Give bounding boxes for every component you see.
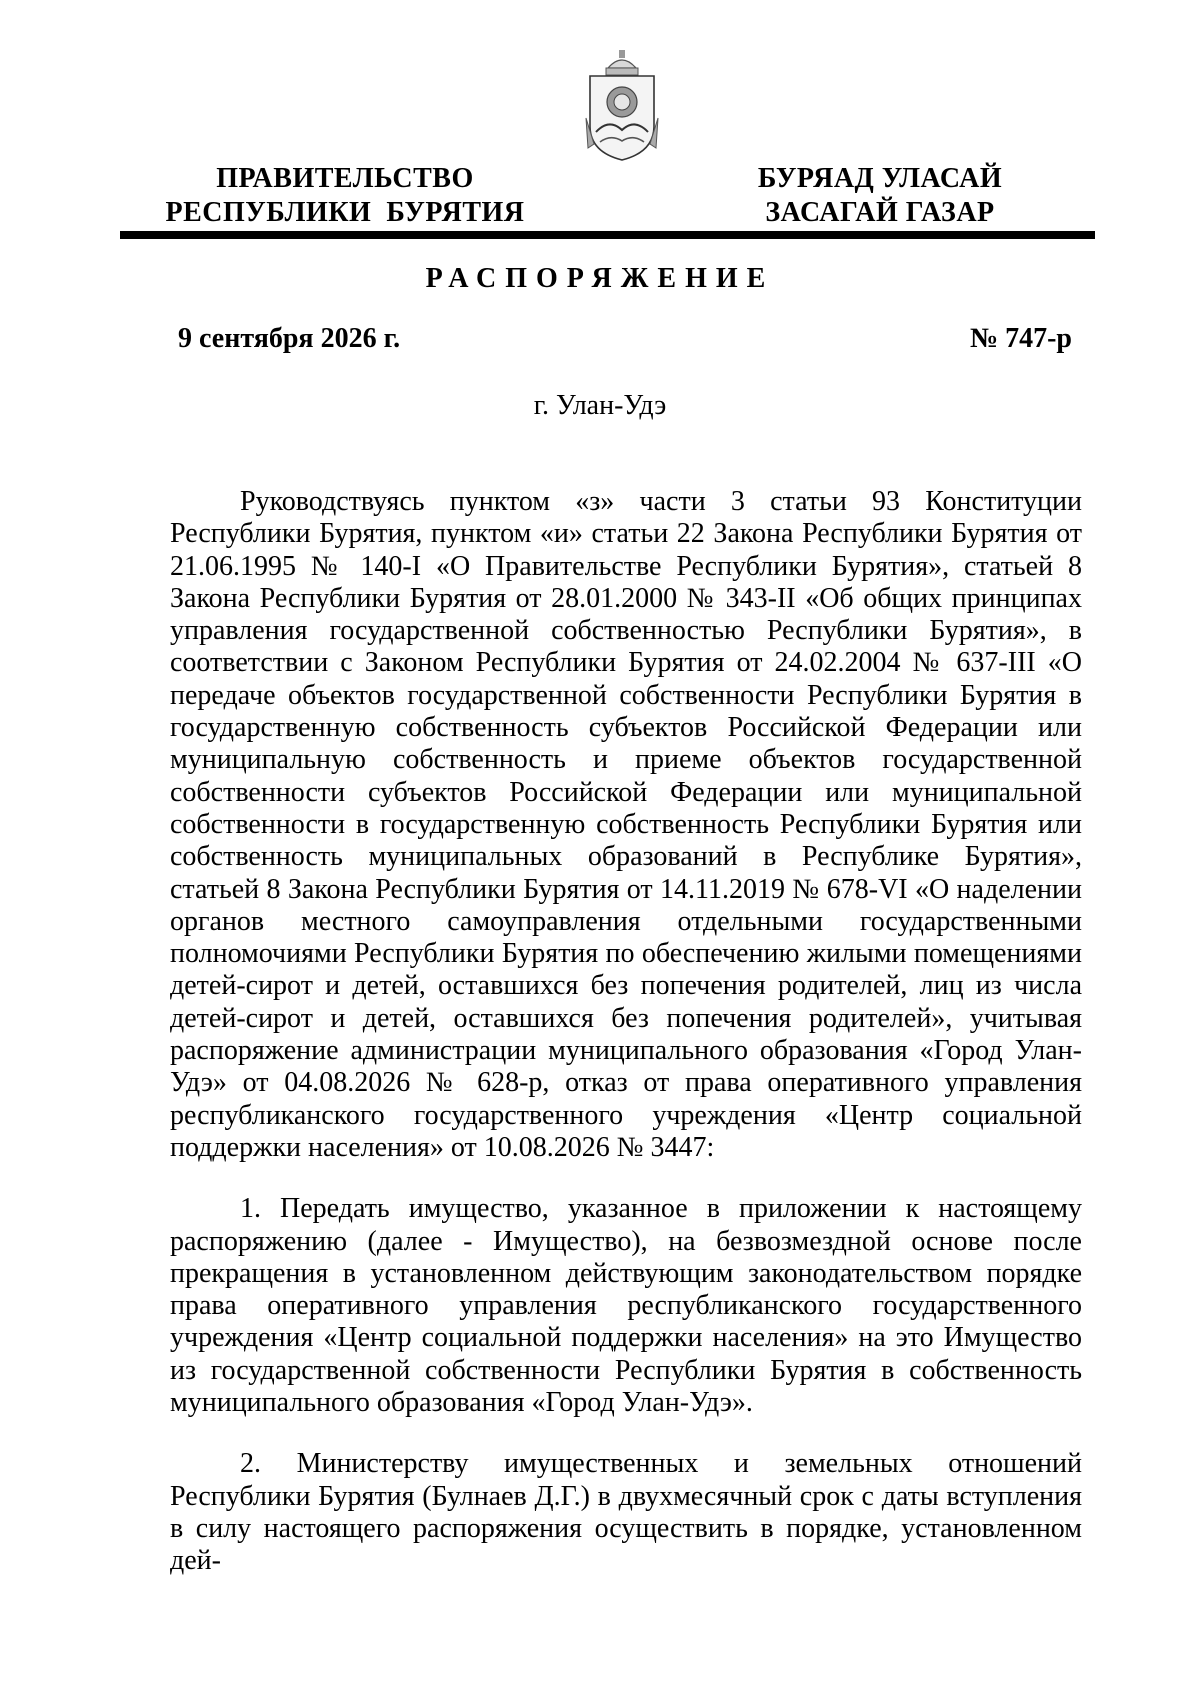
clause-paragraph-2: 2. Министерству имущественных и земельных отношений Республики Бурятия (Булнаев Д.Г.) в двухмесячный срок с даты вступления в силу настоящего распоряжения осуществить в порядке, установленном дей- <box>170 1448 1082 1577</box>
clause-paragraph-1: 1. Передать имущество, указанное в приложении к настоящему распоряжению (далее - Имущество), на безвозмездной основе после прекращения в установленном действующим законодательством порядке права оперативного управления республиканского государственного учреждения «Центр социальной поддержки населения» на это Имущество из государственной собственности Республики Бурятия в собственность муниципального образования «Город Улан-Удэ». <box>170 1193 1082 1419</box>
government-name-buryat <box>720 162 1040 230</box>
government-name-buryat-line2: ЗАСАГАЙ ГАЗАР <box>765 197 995 228</box>
government-name-buryat-line1: БУРЯАД УЛАСАЙ <box>757 163 1003 194</box>
preamble-paragraph: Руководствуясь пунктом «з» части 3 статьи 93 Конституции Республики Бурятия, пунктом «и» статьи 22 Закона Республики Бурятия от 21.06.1995 № 140-I «О Правительстве Республики Бурятия», статьей 8 Закона Республики Бурятия от 28.01.2000 № 343-II «Об общих принципах управления государственной собственностью Республики Бурятия», в соответствии с Законом Республики Бурятия от 24.02.2004 № 637-III «О передаче объектов государственной собственности Республики Бурятия в государственную собственность субъектов Российской Федерации или муниципальную собственность и приеме объектов государственной собственности субъектов Российской Федерации или муниципальной собственности в государственную собственность Республики Бурятия или собственность муниципальных образований в Республике Бурятия», статьей 8 Закона Республики Бурятия от 14.11.2019 № 678-VI «О наделении органов местного самоуправления отдельными государственными полномочиями Республики Бурятия по обеспечению жилыми помещениями детей-сирот и детей, оставшихся без попечения родителей, лиц из числа детей-сирот и детей, оставшихся без попечения родителей», учитывая распоряжение администрации муниципального образования «Город Улан-Удэ» от 04.08.2026 № 628-р, отказ от права оперативного управления республиканского государственного учреждения «Центр социальной поддержки населения» от 10.08.2026 № 3447: <box>170 486 1082 1163</box>
document-type-title: РАСПОРЯЖЕНИЕ <box>425 263 775 294</box>
document-body <box>170 486 1082 1578</box>
coat-of-arms-icon <box>584 48 660 166</box>
document-number: № 747-р <box>969 323 1072 354</box>
government-name-line1: ПРАВИТЕЛЬСТВО <box>216 163 474 194</box>
government-name-line2: РЕСПУБЛИКИ БУРЯТИЯ <box>165 197 525 228</box>
document-date: 9 сентября 2026 г. <box>178 323 401 354</box>
document-city: г. Улан-Удэ <box>533 390 667 421</box>
government-name-russian <box>150 162 540 230</box>
header-divider <box>120 231 1095 239</box>
